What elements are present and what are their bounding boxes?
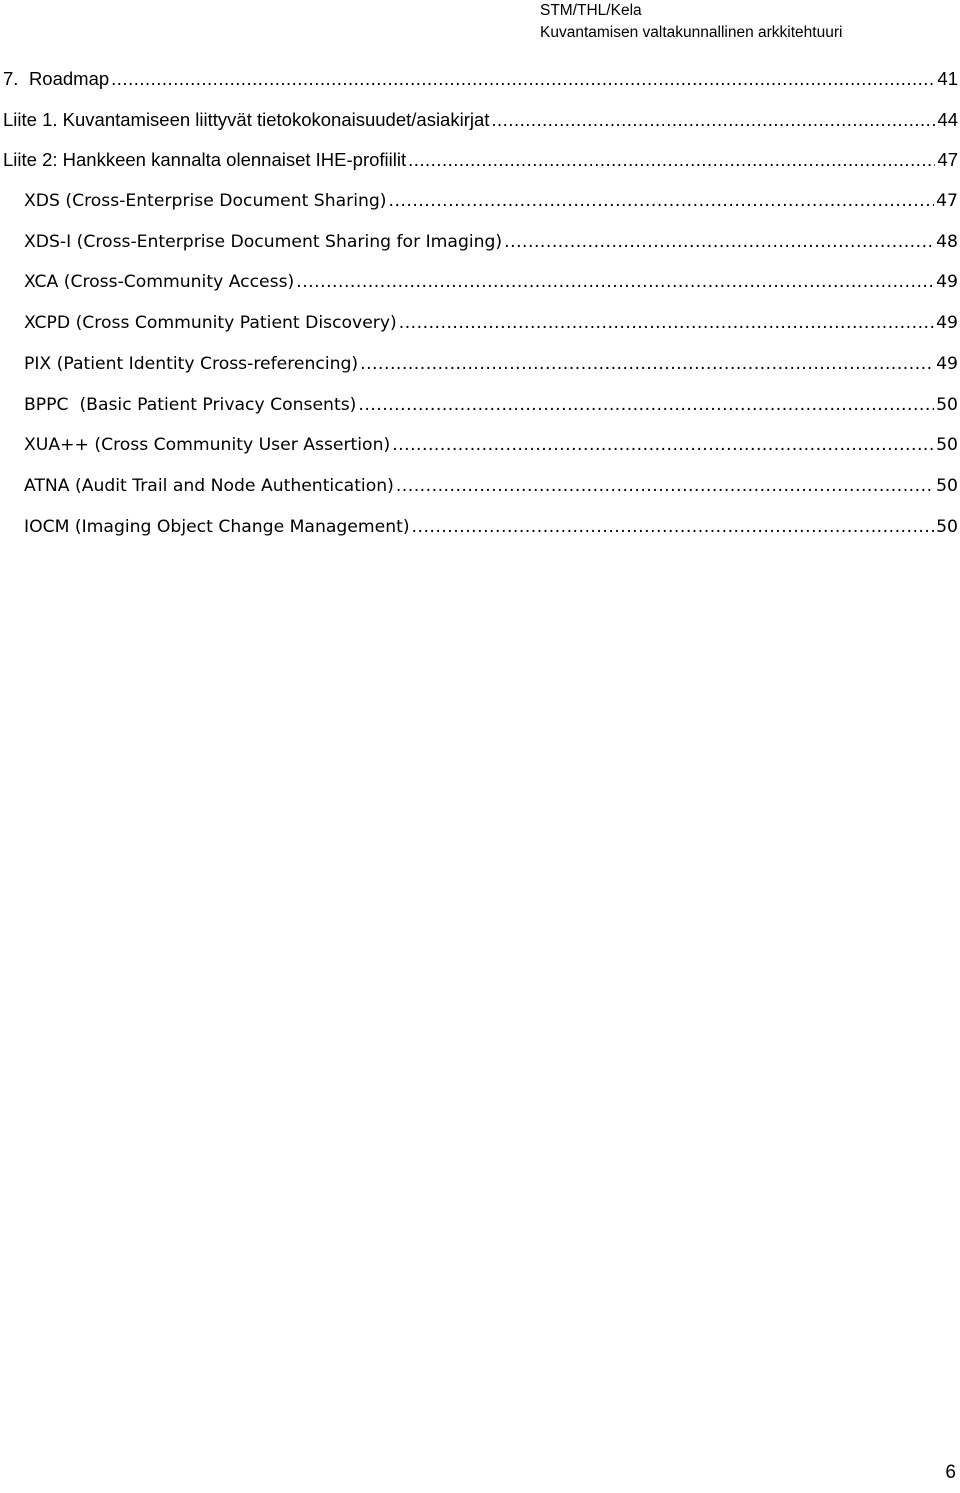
page-number: 6	[945, 1462, 956, 1483]
toc-entry-page: 49	[936, 272, 958, 293]
toc-dot-leader	[396, 466, 934, 507]
toc-entry-page: 50	[936, 516, 958, 537]
toc-entry-page: 50	[936, 475, 958, 496]
header-document-title: Kuvantamisen valtakunnallinen arkkitehtuuri	[540, 24, 843, 41]
toc-entry-page: 48	[936, 231, 958, 252]
toc-dot-leader	[392, 425, 934, 466]
toc-entry-xca[interactable]	[0, 262, 958, 303]
toc-entry-title: XDS-I (Cross-Enterprise Document Sharing for Imaging)	[24, 231, 503, 252]
toc-entry-roadmap[interactable]	[0, 59, 958, 100]
toc-entry-pix[interactable]	[0, 344, 958, 385]
table-of-contents	[0, 59, 958, 547]
toc-dot-leader	[491, 100, 935, 141]
toc-entry-xcpd[interactable]	[0, 303, 958, 344]
toc-entry-page: 47	[937, 149, 958, 171]
toc-entry-number: 7.	[3, 68, 19, 89]
toc-dot-leader	[388, 181, 934, 222]
toc-entry-xua[interactable]	[0, 425, 958, 466]
toc-entry-page: 47	[936, 191, 958, 212]
toc-entry-page: 49	[936, 313, 958, 334]
toc-entry-page: 49	[936, 353, 958, 374]
toc-entry-title: XCPD (Cross Community Patient Discovery)	[24, 313, 397, 334]
toc-entry-page: 41	[937, 68, 958, 89]
toc-entry-title: BPPC (Basic Patient Privacy Consents)	[24, 394, 357, 415]
toc-entry-page: 44	[937, 108, 958, 130]
toc-entry-title: Liite 1. Kuvantamiseen liittyvät tietokokonaisuudet/asiakirjat	[3, 108, 490, 130]
toc-dot-leader	[296, 262, 934, 303]
toc-entry-title: IOCM (Imaging Object Change Management)	[24, 516, 410, 537]
toc-entry-page: 50	[936, 435, 958, 456]
toc-entry-title: XUA++ (Cross Community User Assertion)	[24, 435, 391, 456]
toc-entry-title: XDS (Cross-Enterprise Document Sharing)	[24, 191, 387, 212]
toc-entry-bppc[interactable]	[0, 385, 958, 426]
toc-entry-title: Roadmap	[28, 68, 110, 89]
toc-entry-xds[interactable]	[0, 181, 958, 222]
toc-entry-title: XCA (Cross-Community Access)	[24, 272, 295, 293]
toc-dot-leader	[504, 222, 934, 263]
toc-entry-title: ATNA (Audit Trail and Node Authentication)	[24, 475, 394, 496]
toc-dot-leader	[412, 507, 935, 548]
toc-entry-page: 50	[936, 394, 958, 415]
toc-entry-title: PIX (Patient Identity Cross-referencing)	[24, 353, 359, 374]
toc-dot-leader	[408, 140, 935, 181]
toc-dot-leader	[111, 59, 935, 100]
page-header	[540, 0, 950, 44]
toc-dot-leader	[358, 385, 934, 426]
toc-entry-xds-i[interactable]	[0, 222, 958, 263]
header-organization: STM/THL/Kela	[540, 2, 642, 19]
toc-dot-leader	[360, 344, 934, 385]
toc-entry-atna[interactable]	[0, 466, 958, 507]
toc-entry-liite-1[interactable]	[0, 100, 958, 141]
toc-entry-title: Liite 2: Hankkeen kannalta olennaiset IHE-profiilit	[3, 149, 407, 171]
toc-dot-leader	[399, 303, 934, 344]
toc-entry-liite-2[interactable]	[0, 140, 958, 181]
toc-entry-iocm[interactable]	[0, 507, 958, 548]
